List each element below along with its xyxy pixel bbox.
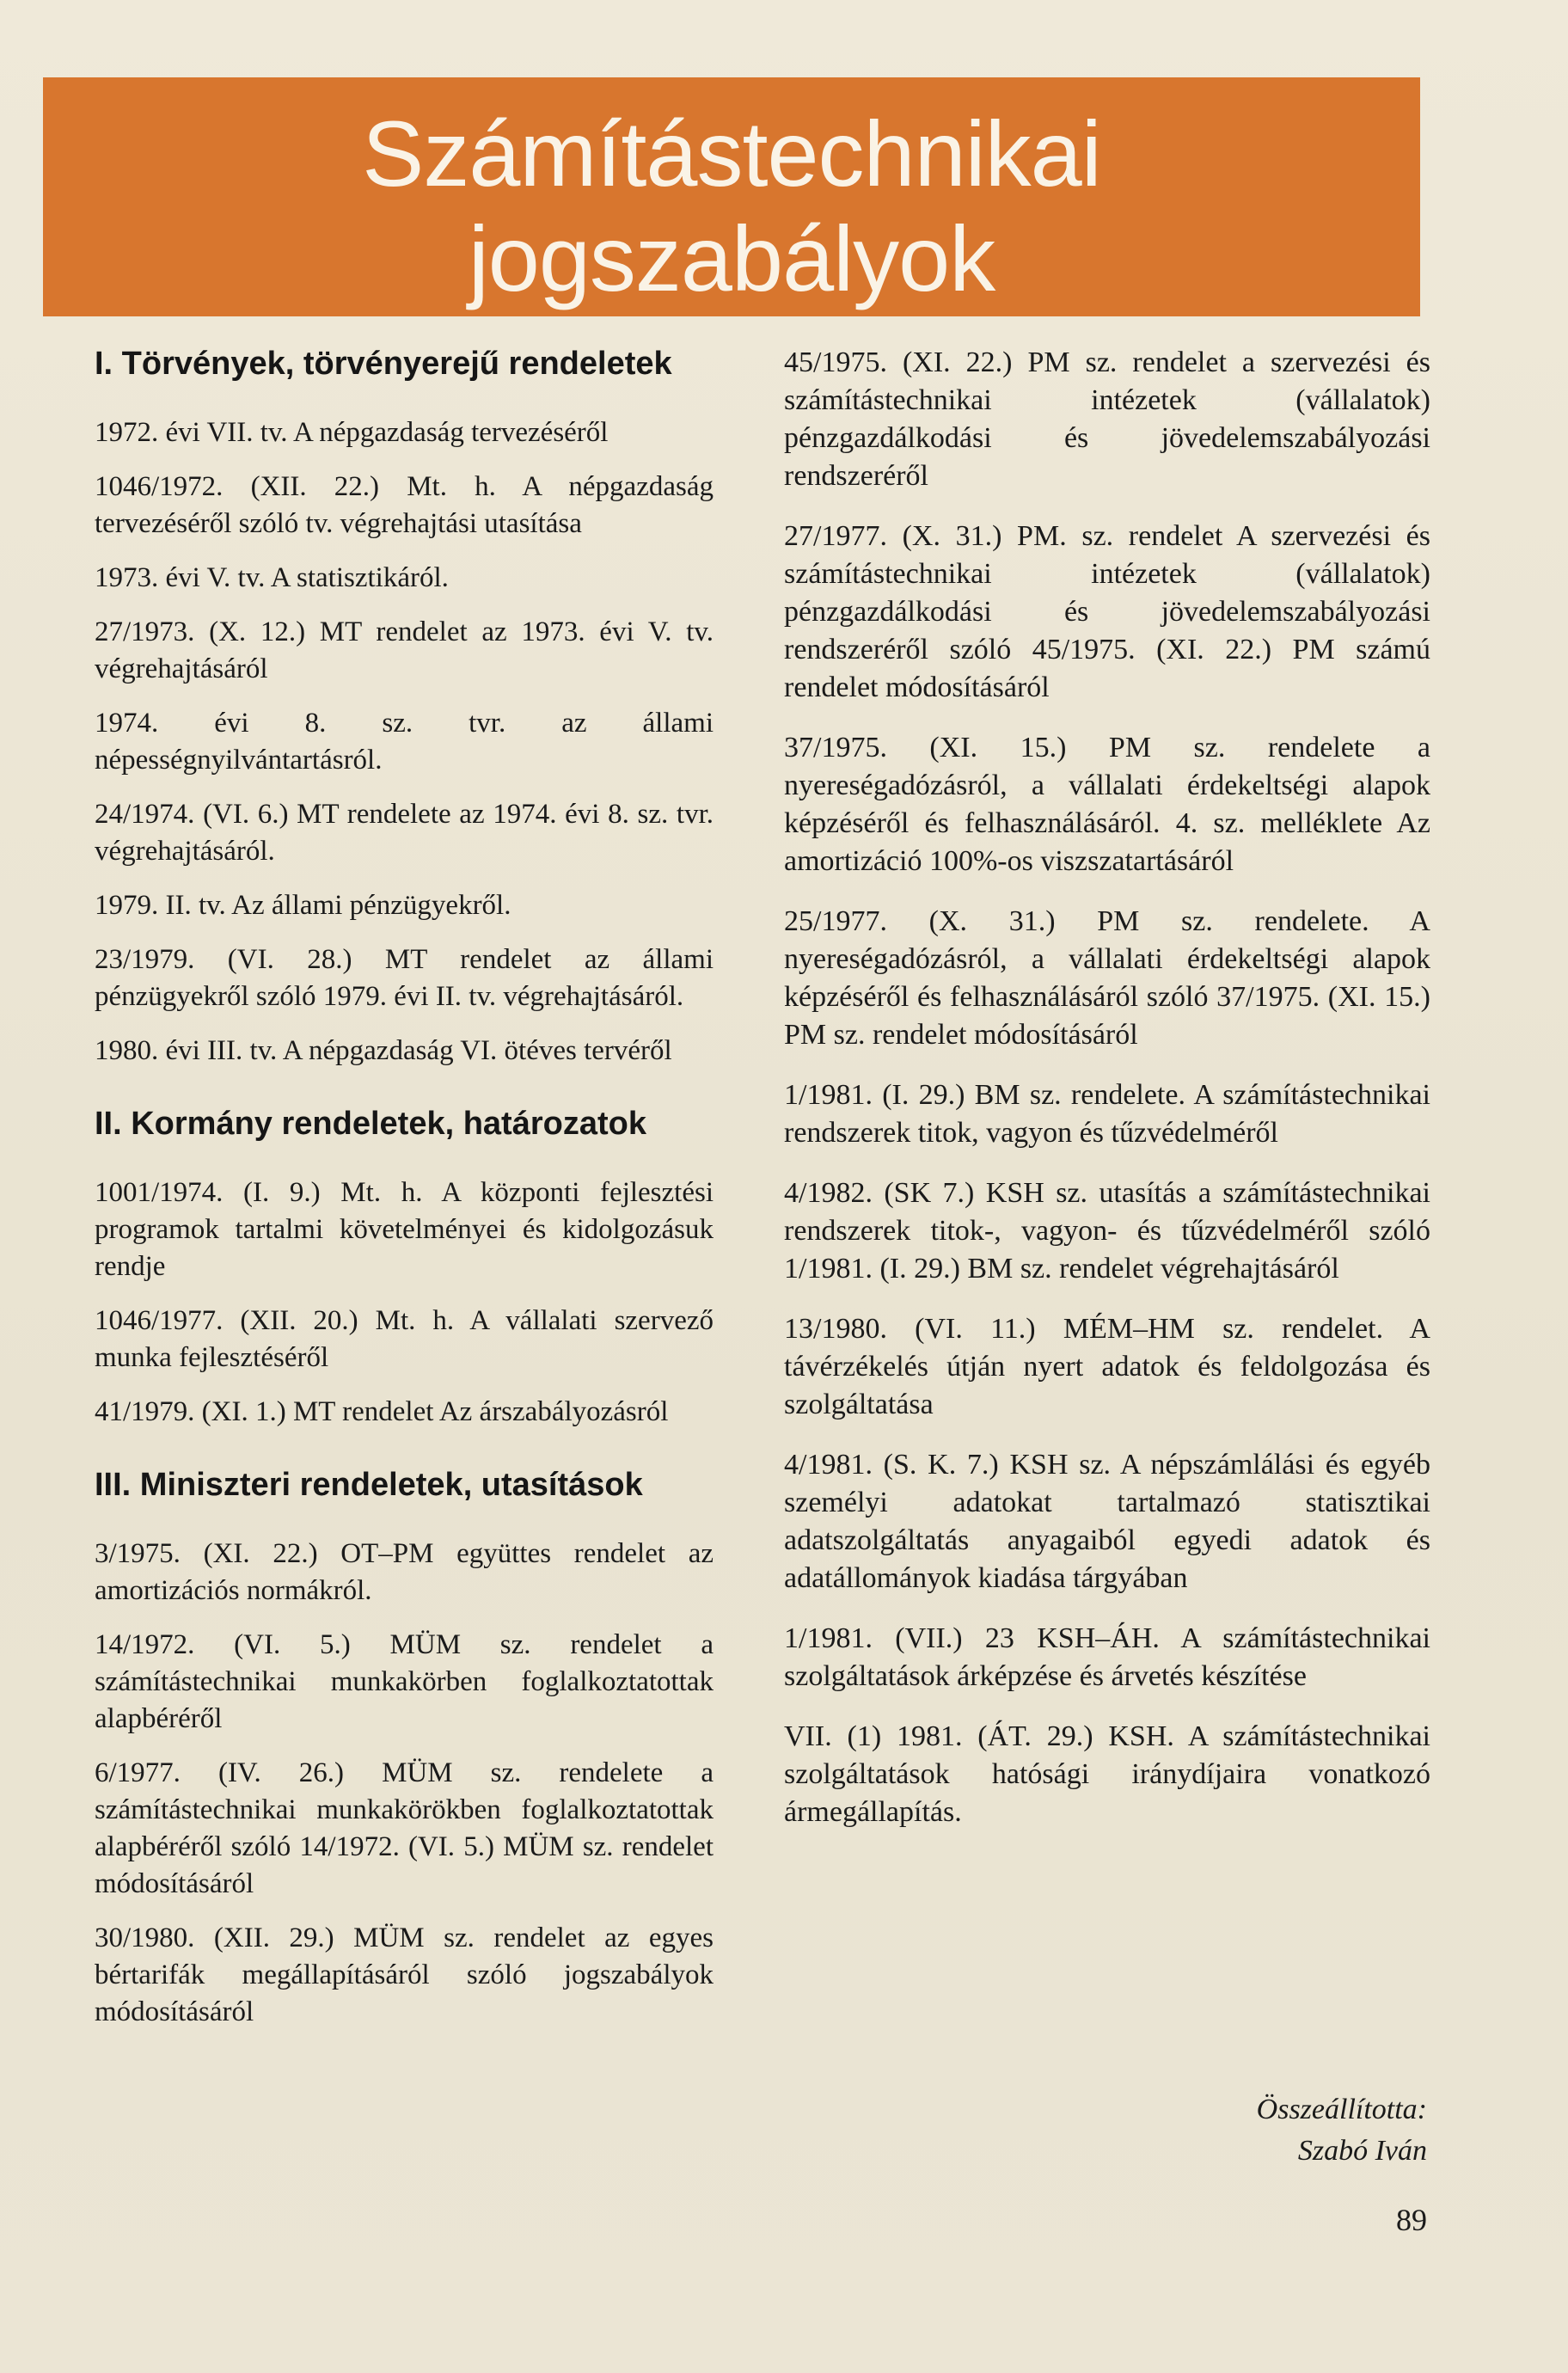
law-entry: 1980. évi III. tv. A népgazdaság VI. ötéves tervéről: [95, 1035, 672, 1066]
section-heading: I. Törvények, törvényerejű rendeletek: [95, 346, 672, 382]
compiler-credit: [1066, 2089, 1427, 2172]
compiler-name: Szabó Iván: [1297, 2135, 1427, 2167]
section-heading: II. Kormány rendeletek, határozatok: [95, 1106, 646, 1142]
law-entry: 4/1982. (SK 7.) KSH sz. utasítás a számítástechnikai rendszerek titok-, vagyon- és tűzvédelméről szóló 1/1981. (I. 29.) BM sz. rendelet végrehajtásáról: [784, 1177, 1430, 1285]
law-entry: 1972. évi VII. tv. A népgazdaság tervezéséről: [95, 417, 609, 448]
law-entry: 30/1980. (XII. 29.) MÜM sz. rendelet az egyes bértarifák megállapításáról szóló jogszabályok módosításáról: [95, 1922, 714, 2027]
law-entry: 1/1981. (I. 29.) BM sz. rendelete. A számítástechnikai rendszerek titok, vagyon és tűzvédelméről: [784, 1079, 1430, 1149]
law-entry: 1001/1974. (I. 9.) Mt. h. A központi fejlesztési programok tartalmi követelményei és kidolgozásuk rendje: [95, 1177, 714, 1282]
title-banner: [43, 77, 1420, 316]
law-entry: 3/1975. (XI. 22.) OT–PM együttes rendelet az amortizációs normákról.: [95, 1538, 714, 1606]
law-entry: 41/1979. (XI. 1.) MT rendelet Az árszabályozásról: [95, 1396, 669, 1427]
law-entry: 1046/1972. (XII. 22.) Mt. h. A népgazdaság tervezéséről szóló tv. végrehajtási utasítása: [95, 471, 714, 539]
law-entry: 1974. évi 8. sz. tvr. az állami népességnyilvántartásról.: [95, 708, 714, 776]
law-entry: 14/1972. (VI. 5.) MÜM sz. rendelet a számítástechnikai munkakörben foglalkoztatottak alapbéréről: [95, 1629, 714, 1734]
left-column: [95, 344, 714, 2048]
law-entry: 1979. II. tv. Az állami pénzügyekről.: [95, 890, 511, 921]
law-entry: 23/1979. (VI. 28.) MT rendelet az állami pénzügyekről szóló 1979. évi II. tv. végrehajtásáról.: [95, 944, 714, 1012]
law-entry: 24/1974. (VI. 6.) MT rendelete az 1974. évi 8. sz. tvr. végrehajtásáról.: [95, 799, 714, 867]
law-entry: 25/1977. (X. 31.) PM sz. rendelete. A nyereségadózásról, a vállalati érdekeltségi alapok képzéséről és felhasználásáról szóló 37/1975. (XI. 15.) PM sz. rendelet módosításáról: [784, 905, 1430, 1051]
law-entry: 1/1981. (VII.) 23 KSH–ÁH. A számítástechnikai szolgáltatások árképzése és árvetés készítése: [784, 1622, 1430, 1692]
section-heading: III. Miniszteri rendeletek, utasítások: [95, 1467, 643, 1503]
law-entry: 13/1980. (VI. 11.) MÉM–HM sz. rendelet. A távérzékelés útján nyert adatok és feldolgozása és szolgáltatása: [784, 1313, 1430, 1420]
right-column: [784, 344, 1430, 1854]
law-entry: 1046/1977. (XII. 20.) Mt. h. A vállalati szervező munka fejlesztéséről: [95, 1305, 714, 1373]
compiled-by-label: Összeállította:: [1256, 2094, 1427, 2125]
banner-title-line-2: jogszabályok: [468, 206, 995, 310]
law-entry: 45/1975. (XI. 22.) PM sz. rendelet a szervezési és számítástechnikai intézetek (vállalatok) pénzgazdálkodási és jövedelemszabályozási rendszeréről: [784, 346, 1430, 492]
page-number: 89: [1396, 2203, 1427, 2237]
law-entry: 27/1977. (X. 31.) PM. sz. rendelet A szervezési és számítástechnikai intézetek (vállalatok) pénzgazdálkodási és jövedelemszabályozási rendszeréről szóló 45/1975. (XI. 22.) PM számú rendelet módosításáról: [784, 520, 1430, 703]
law-entry: 27/1973. (X. 12.) MT rendelet az 1973. évi V. tv. végrehajtásáról: [95, 616, 714, 684]
law-entry: 6/1977. (IV. 26.) MÜM sz. rendelete a számítástechnikai munkakörökben foglalkoztatottak alapbéréről szóló 14/1972. (VI. 5.) MÜM sz. rendelet módosításáról: [95, 1757, 714, 1899]
law-entry: 4/1981. (S. K. 7.) KSH sz. A népszámlálási és egyéb személyi adatokat tartalmazó statisztikai adatszolgáltatás anyagaiból egyedi adatok és adatállományok kiadása tárgyában: [784, 1449, 1430, 1594]
law-entry: 37/1975. (XI. 15.) PM sz. rendelete a nyereségadózásról, a vállalati érdekeltségi alapok képzéséről és felhasználásáról. 4. sz. melléklete Az amortizáció 100%-os viszszatartásáról: [784, 732, 1430, 877]
law-entry: VII. (1) 1981. (ÁT. 29.) KSH. A számítástechnikai szolgáltatások hatósági iránydíjaira vonatkozó ármegállapítás.: [784, 1720, 1430, 1828]
law-entry: 1973. évi V. tv. A statisztikáról.: [95, 562, 449, 593]
banner-title-line-1: Számítástechnikai: [362, 101, 1101, 205]
